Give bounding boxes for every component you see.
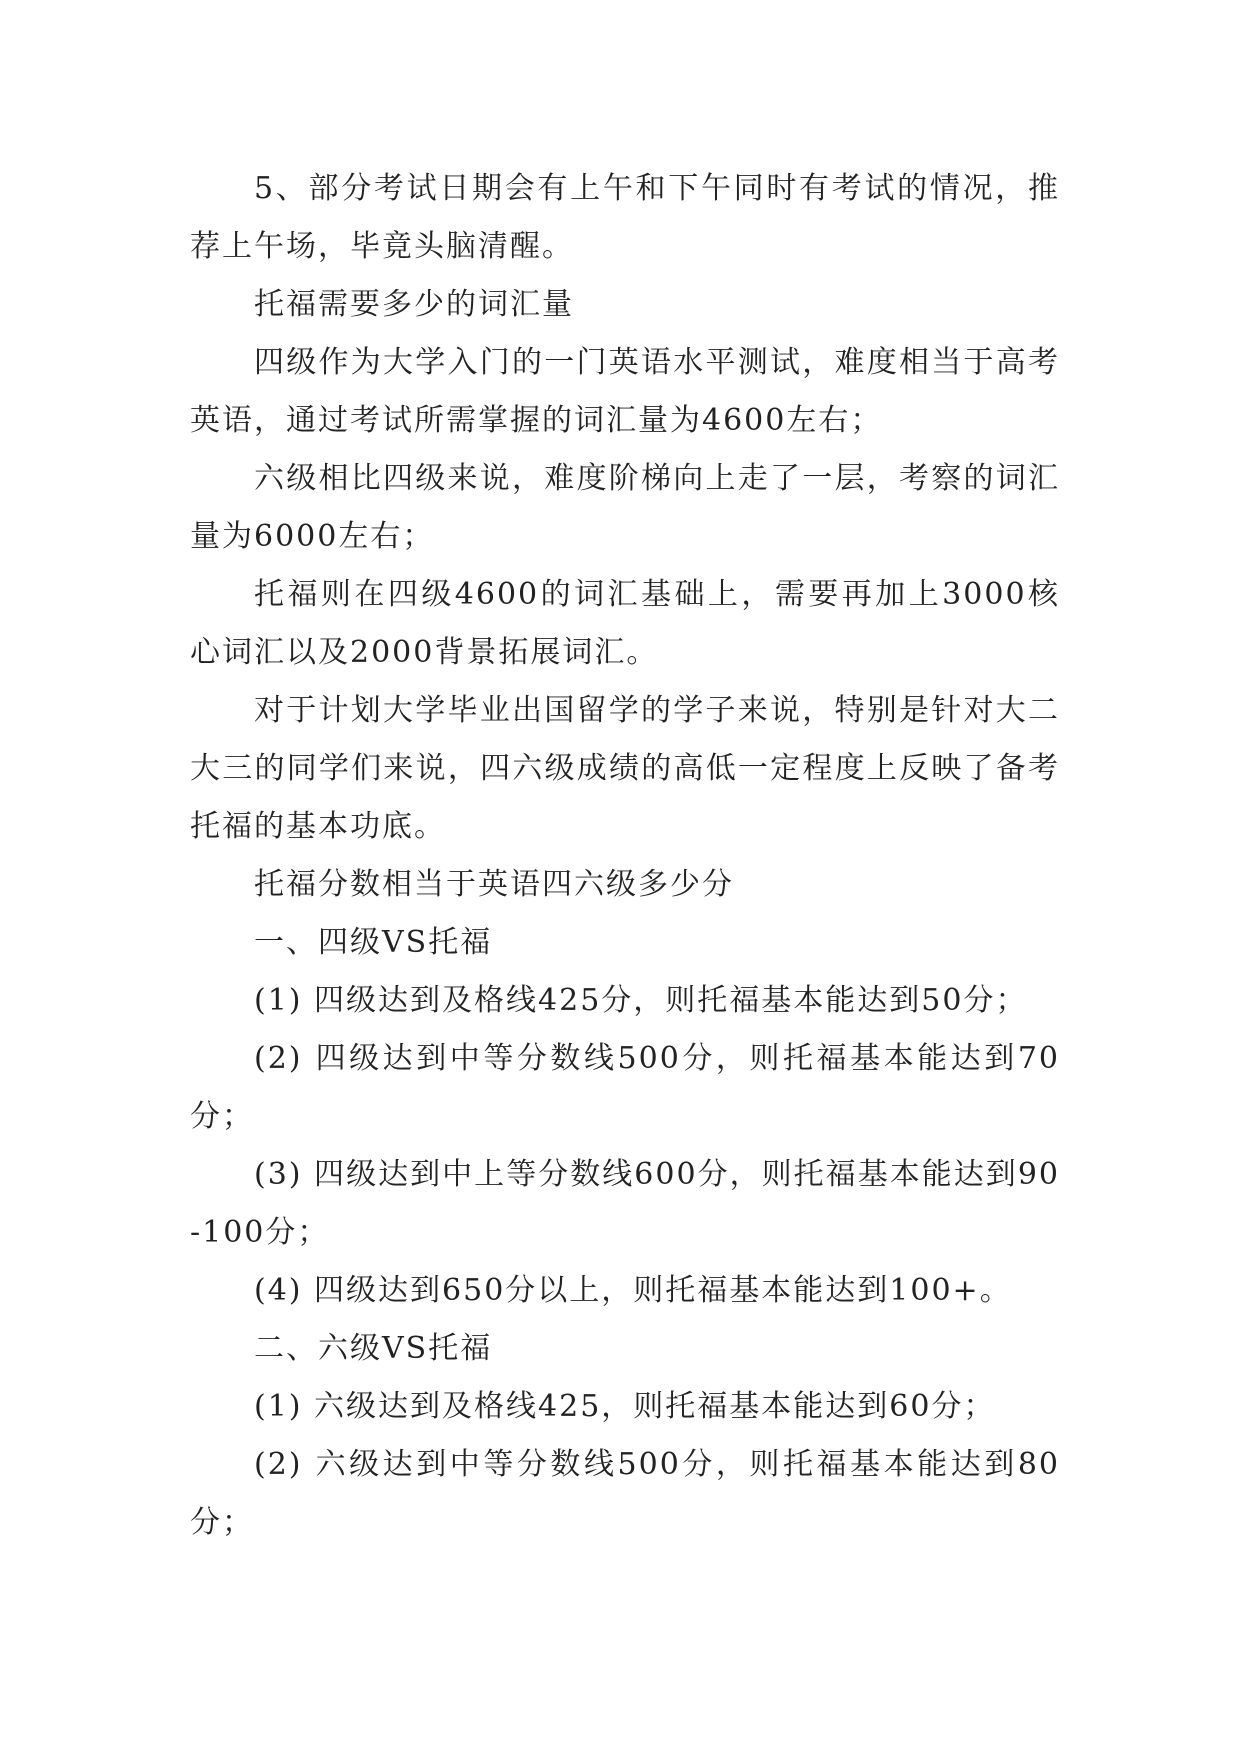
heading-cet4-vs-toefl: 一、四级VS托福 [254, 925, 493, 960]
paragraph-study-abroad: 对于计划大学毕业出国留学的学子来说，特别是针对大二大三的同学们来说，四六级成绩的高低一定程度上反映了备考托福的基本功底。 [190, 693, 1060, 844]
list-item-cet6-2: (2) 六级达到中等分数线500分，则托福基本能达到80分； [190, 1447, 1060, 1540]
heading-toefl-vocabulary: 托福需要多少的词汇量 [254, 287, 574, 322]
list-item-cet4-2: (2) 四级达到中等分数线500分，则托福基本能达到70分； [190, 1041, 1060, 1134]
list-item-cet4-1: (1) 四级达到及格线425分，则托福基本能达到50分； [254, 983, 1028, 1018]
heading-score-equivalence: 托福分数相当于英语四六级多少分 [254, 867, 734, 902]
list-item-cet4-4: (4) 四级达到650分以上，则托福基本能达到100+。 [254, 1273, 1012, 1308]
list-item-cet4-3: (3) 四级达到中上等分数线600分，则托福基本能达到90-100分； [190, 1157, 1060, 1250]
paragraph-toefl-vocabulary: 托福则在四级4600的词汇基础上，需要再加上3000核心词汇以及2000背景拓展词汇。 [190, 577, 1060, 670]
paragraph-exam-tip: 5、部分考试日期会有上午和下午同时有考试的情况，推荐上午场，毕竟头脑清醒。 [190, 171, 1060, 264]
heading-cet6-vs-toefl: 二、六级VS托福 [254, 1331, 493, 1366]
document-body [190, 160, 1060, 1552]
list-item-cet6-1: (1) 六级达到及格线425，则托福基本能达到60分； [254, 1389, 996, 1424]
paragraph-cet4-vocabulary: 四级作为大学入门的一门英语水平测试，难度相当于高考英语，通过考试所需掌握的词汇量为4600左右； [190, 345, 1060, 438]
paragraph-cet6-vocabulary: 六级相比四级来说，难度阶梯向上走了一层，考察的词汇量为6000左右； [190, 461, 1060, 554]
